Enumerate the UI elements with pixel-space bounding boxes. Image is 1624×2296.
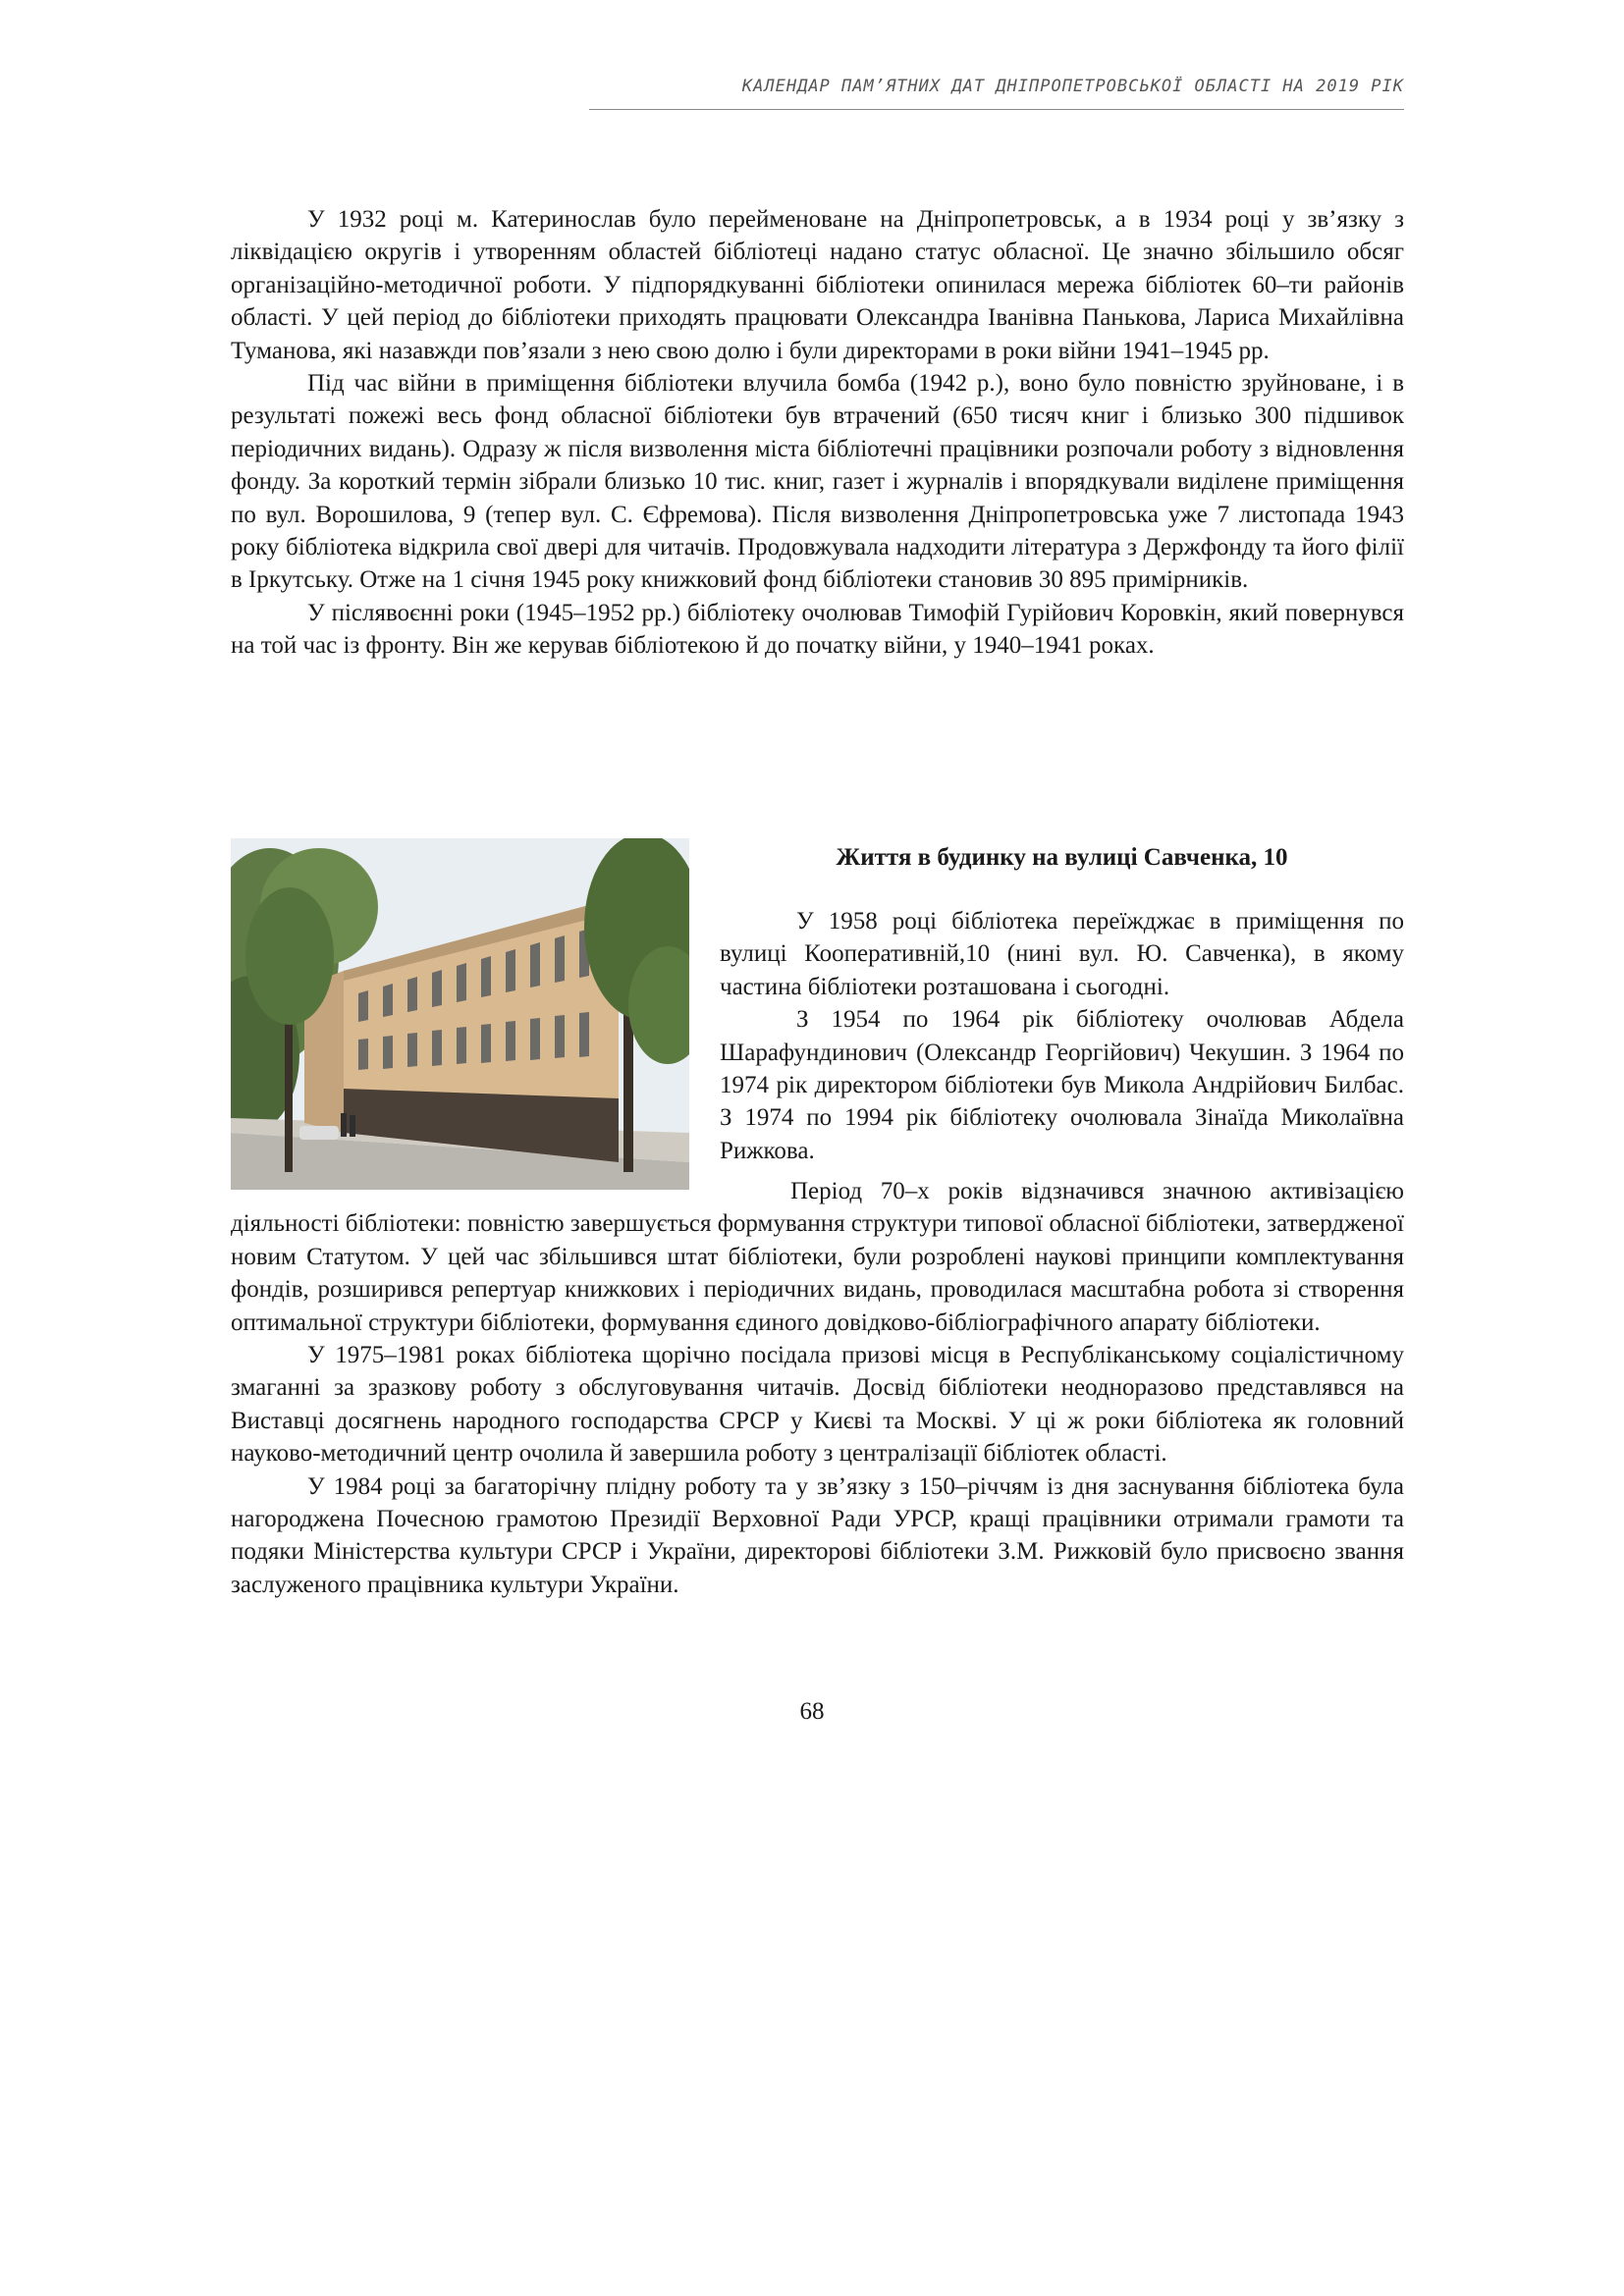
header-rule [589, 109, 1404, 110]
section-title: Життя в будинку на вулиці Савченка, 10 [836, 844, 1288, 871]
paragraph: У 1958 році бібліотека переїжджає в приміщення по вулиці Кооперативній,10 (нині вул. Ю. Савченка), в якому частина бібліотеки розташована і сьогодні. [720, 908, 1404, 1000]
paragraph: Період 70–х років відзначився значною активізацією діяльності бібліотеки: повністю завершується формування структури типової обласної бібліотеки, затвердженої новим Статутом. У цей час збільшився штат бібліотеки, були розроблені наукові принципи комплектування фондів, розширився репертуар книжкових і періодичних видань, проводилася масштабна робота зі створення оптимальної структури бібліотеки, формування єдиного довідково-бібліографічного апарату бібліотеки. [231, 1178, 1404, 1336]
paragraph: З 1954 по 1964 рік бібліотеку очолював Абдела Шарафундинович (Олександр Георгійович) Чекушин. З 1964 по 1974 рік директором бібліотеки був Микола Андрійович Билбас. З 1974 по 1994 рік бібліотеку очолювала Зінаїда Миколаївна Рижкова. [720, 1006, 1404, 1164]
paragraph: У 1975–1981 роках бібліотека щорічно посідала призові місця в Республіканському соціалістичному змаганні за зразкову роботу з обслуговування читачів. Досвід бібліотеки неодноразово представлявся на Виставці досягнень народного господарства СРСР у Києві та Москві. У ці ж роки бібліотека як головний науково-методичний центр очолила й завершила роботу з централізації бібліотек області. [231, 1342, 1404, 1468]
paragraph: Під час війни в приміщення бібліотеки влучила бомба (1942 р.), воно було повністю зруйноване, і в результаті пожежі весь фонд обласної бібліотеки був втрачений (650 тисяч книг і близько 300 підшивок періодичних видань). Одразу ж після визволення міста бібліотечні працівники розпочали роботу з відновлення фонду. За короткий термін зібрали близько 10 тис. книг, газет і журналів і впорядкували виділене приміщення по вул. Ворошилова, 9 (тепер вул. С. Єфремова). Після визволення Дніпропетровська уже 7 листопада 1943 року бібліотека відкрила свої двері для читачів. Продовжувала надходити література з Держфонду та його філії в Іркутську. Отже на 1 січня 1945 року книжковий фонд бібліотеки становив 30 895 примірників. [231, 370, 1404, 594]
top-text-block [231, 203, 1404, 663]
running-header: КАЛЕНДАР ПАМ’ЯТНИХ ДАТ ДНІПРОПЕТРОВСЬКОЇ ОБЛАСТІ НА 2019 РІК [741, 77, 1404, 96]
paragraph: У післявоєнні роки (1945–1952 рр.) бібліотеку очолював Тимофій Гурійович Коровкін, який повернувся на той час із фронту. Він же керував бібліотекою й до початку війни, у 1940–1941 роках. [231, 599, 1404, 660]
bottom-text-block [231, 1175, 1404, 1601]
paragraph: У 1932 році м. Катеринослав було перейменоване на Дніпропетровськ, а в 1934 році у зв’язку з ліквідацією округів і утворенням областей бібліотеці надано статус обласної. Це значно збільшило обсяг організаційно-методичної роботи. У підпорядкуванні бібліотеки опинилася мережа бібліотек 60–ти районів області. У цей період до бібліотеки приходять працювати Олександра Іванівна Панькова, Лариса Михайлівна Туманова, які назавжди пов’язали з нею свою долю і були директорами в роки війни 1941–1945 рр. [231, 206, 1404, 364]
paragraph: У 1984 році за багаторічну плідну роботу та у зв’язку з 150–річчям із дня заснування бібліотека була нагороджена Почесною грамотою Президії Верховної Ради УРСР, кращі працівники отримали грамоти та подяки Міністерства культури СРСР і України, директорові бібліотеки З.М. Рижковій було присвоєно звання заслуженого працівника культури України. [231, 1472, 1404, 1598]
library-building-photo [231, 838, 689, 1190]
side-text-block [720, 905, 1404, 1167]
page-number: 68 [799, 1698, 825, 1725]
